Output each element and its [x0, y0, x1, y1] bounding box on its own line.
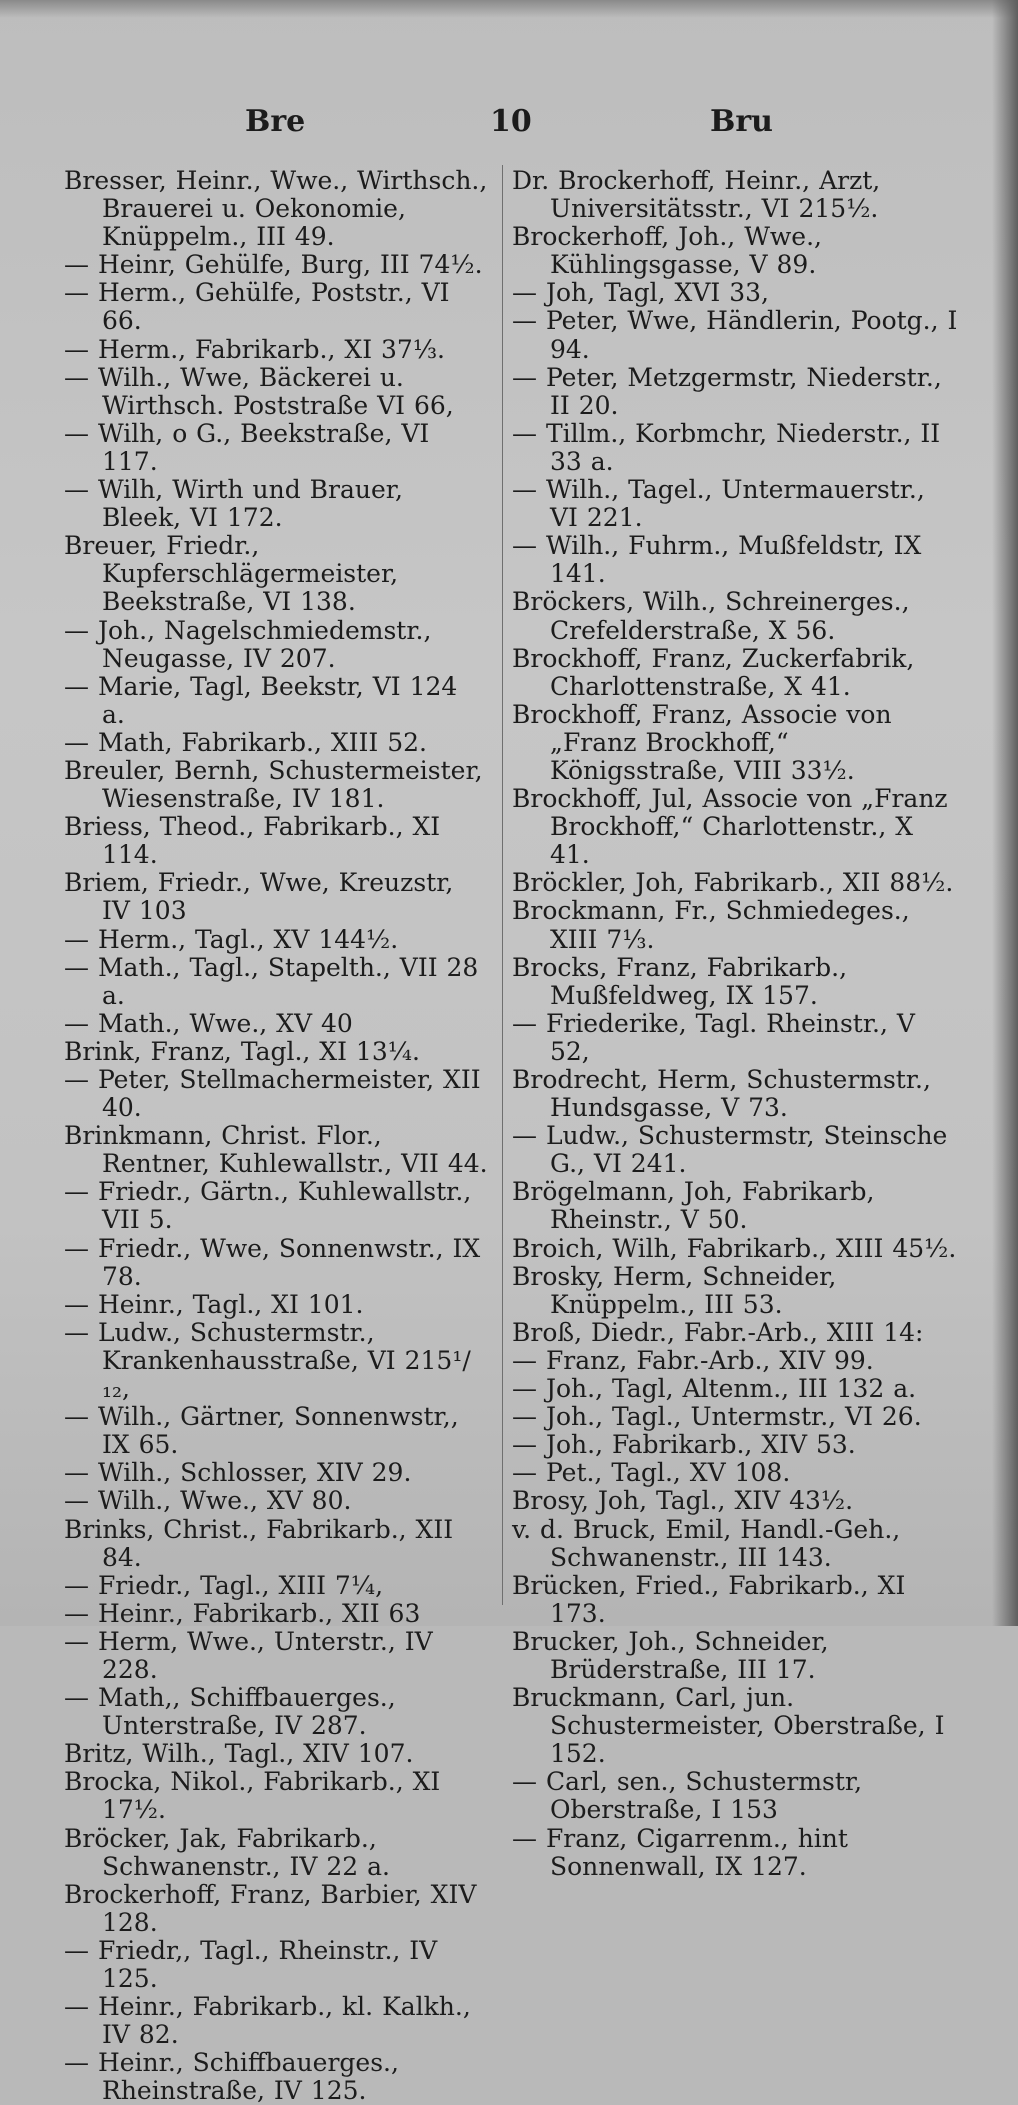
list-item: — Wilh, o G., Beekstraße, VI 117.	[64, 418, 430, 476]
list-item: — Wilh, Wirth und Brauer, Bleek, VI 172.	[64, 475, 403, 533]
list-item: — Wilh., Wwe., XV 80.	[64, 1486, 352, 1516]
list-item: — Tillm., Korbmchr, Niederstr., II 33 a.	[512, 418, 941, 476]
list-item: — Wilh., Wwe, Bäckerei u. Wirthsch. Poststraße VI 66,	[64, 362, 454, 420]
list-item: Brögelmann, Joh, Fabrikarb, Rheinstr., V 50.	[512, 1177, 875, 1235]
list-item: — Joh., Tagl., Untermstr., VI 26.	[512, 1402, 922, 1432]
list-item: Brinkmann, Christ. Flor., Rentner, Kuhlewallstr., VII 44.	[64, 1121, 488, 1179]
list-item: Bruckmann, Carl, jun. Schustermeister, Oberstraße, I 152.	[512, 1683, 945, 1769]
list-item: — Herm., Gehülfe, Poststr., VI 66.	[64, 278, 450, 336]
list-item: — Franz, Fabr.-Arb., XIV 99.	[512, 1345, 874, 1375]
list-item: Breuer, Friedr., Kupferschlägermeister, Beekstraße, VI 138.	[64, 531, 399, 617]
list-item: Briess, Theod., Fabrikarb., XI 114.	[64, 812, 441, 870]
list-item: — Wilh., Fuhrm., Mußfeldstr, IX 141.	[512, 531, 922, 589]
list-item: — Heinr., Schiffbauerges., Rheinstraße, IV 125.	[64, 2048, 399, 2105]
list-item: Bröckers, Wilh., Schreinerges., Crefelderstraße, X 56.	[512, 587, 910, 645]
list-item: Brockmann, Fr., Schmiedeges., XIII 7⅓.	[512, 896, 910, 954]
list-item: — Joh., Nagelschmiedemstr., Neugasse, IV 207.	[64, 615, 432, 673]
list-item: — Franz, Cigarrenm., hint Sonnenwall, IX 127.	[512, 1823, 848, 1881]
list-item: Brucker, Joh., Schneider, Brüderstraße, III 17.	[512, 1626, 829, 1684]
list-item: Brosy, Joh, Tagl., XIV 43½.	[512, 1486, 854, 1516]
list-item: — Marie, Tagl, Beekstr, VI 124 a.	[64, 671, 458, 729]
header-right-guideword: Bru	[710, 104, 773, 139]
list-item: Britz, Wilh., Tagl., XIV 107.	[64, 1739, 414, 1769]
list-item: — Peter, Stellmachermeister, XII 40.	[64, 1065, 481, 1123]
list-item: — Wilh., Schlosser, XIV 29.	[64, 1458, 412, 1488]
list-item: — Friedr., Tagl., XIII 7¼,	[64, 1570, 384, 1600]
column-divider	[502, 165, 503, 1605]
list-item: Breuler, Bernh, Schustermeister, Wiesenstraße, IV 181.	[64, 755, 483, 814]
list-item: — Math., Tagl., Stapelth., VII 28 a.	[64, 952, 479, 1010]
list-item: — Heinr., Fabrikarb., kl. Kalkh., IV 82.	[64, 1992, 471, 2050]
header-left-guideword: Bre	[245, 104, 306, 139]
list-item: — Carl, sen., Schustermstr, Oberstraße, I 153	[512, 1767, 863, 1825]
list-item: — Friedr., Gärtn., Kuhlewallstr., VII 5.	[64, 1177, 472, 1235]
list-item: — Herm., Tagl., XV 144½.	[64, 924, 399, 954]
list-item: Brockhoff, Jul, Associe von „Franz Brockhoff,“ Charlottenstr., X 41.	[512, 784, 948, 870]
list-item: Dr. Brockerhoff, Heinr., Arzt, Universitätsstr., VI 215½.	[512, 166, 881, 224]
list-item: — Joh., Fabrikarb., XIV 53.	[512, 1430, 856, 1460]
list-item: — Math, Fabrikarb., XIII 52.	[64, 727, 427, 757]
list-item: v. d. Bruck, Emil, Handl.-Geh., Schwanenstr., III 143.	[512, 1514, 901, 1572]
left-column	[64, 167, 489, 2105]
page-header	[60, 104, 960, 144]
list-item: — Ludw., Schustermstr, Steinsche G., VI 241.	[512, 1121, 948, 1179]
list-item: Brinks, Christ., Fabrikarb., XII 84.	[64, 1514, 454, 1572]
list-item: — Friederike, Tagl. Rheinstr., V 52,	[512, 1008, 915, 1066]
list-item: Brockhoff, Franz, Zuckerfabrik, Charlottenstraße, X 41.	[512, 643, 915, 701]
list-item: Brocka, Nikol., Fabrikarb., XI 17½.	[64, 1767, 441, 1825]
list-item: Broich, Wilh, Fabrikarb., XIII 45½.	[512, 1233, 957, 1263]
list-item: — Friedr., Wwe, Sonnenwstr., IX 78.	[64, 1233, 481, 1291]
list-item: — Friedr,, Tagl., Rheinstr., IV 125.	[64, 1935, 438, 1993]
list-item: — Math., Wwe., XV 40	[64, 1008, 353, 1038]
list-item: Brink, Franz, Tagl., XI 13¼.	[64, 1036, 420, 1066]
list-item: Bröcker, Jak, Fabrikarb., Schwanenstr., IV 22 a.	[64, 1823, 390, 1881]
list-item: Brockhoff, Franz, Associe von „Franz Brockhoff,“ Königsstraße, VIII 33½.	[512, 699, 892, 785]
list-item: — Wilh., Tagel., Untermauerstr., VI 221.	[512, 475, 925, 533]
list-item: — Heinr., Tagl., XI 101.	[64, 1289, 364, 1319]
list-item: Brocks, Franz, Fabrikarb., Mußfeldweg, IX 157.	[512, 952, 848, 1010]
page-number: 10	[490, 104, 532, 139]
list-item: — Peter, Metzgermstr, Niederstr., II 20.	[512, 362, 942, 420]
list-item: — Joh., Tagl, Altenm., III 132 a.	[512, 1374, 917, 1404]
list-item: — Wilh., Gärtner, Sonnenwstr,, IX 65.	[64, 1402, 459, 1460]
list-item: — Joh, Tagl, XVI 33,	[512, 278, 769, 308]
list-item: — Heinr., Fabrikarb., XII 63	[64, 1598, 421, 1628]
list-item: — Peter, Wwe, Händlerin, Pootg., I 94.	[512, 306, 958, 364]
list-item: — Ludw., Schustermstr., Krankenhausstraße, VI 215¹/₁₂,	[64, 1317, 471, 1404]
list-item: Brodrecht, Herm, Schustermstr., Hundsgasse, V 73.	[512, 1065, 931, 1123]
list-item: Brosky, Herm, Schneider, Knüppelm., III 53.	[512, 1261, 837, 1319]
list-item: Bröckler, Joh, Fabrikarb., XII 88½.	[512, 868, 954, 898]
list-item: — Herm., Fabrikarb., XI 37⅓.	[64, 334, 446, 364]
list-item: Briem, Friedr., Wwe, Kreuzstr, IV 103	[64, 868, 454, 926]
list-item: — Herm, Wwe., Unterstr., IV 228.	[64, 1626, 433, 1684]
right-column	[512, 167, 960, 1881]
list-item: Brücken, Fried., Fabrikarb., XI 173.	[512, 1570, 906, 1628]
list-item: — Pet., Tagl., XV 108.	[512, 1458, 791, 1488]
list-item: — Heinr, Gehülfe, Burg, III 74½.	[64, 250, 483, 280]
list-item: Bresser, Heinr., Wwe., Wirthsch., Brauerei u. Oekonomie, Knüppelm., III 49.	[64, 166, 488, 252]
list-item: Brockerhoff, Joh., Wwe., Kühlingsgasse, V 89.	[512, 222, 822, 280]
list-item: Broß, Diedr., Fabr.-Arb., XIII 14:	[512, 1317, 924, 1347]
list-item: — Math,, Schiffbauerges., Unterstraße, IV 287.	[64, 1683, 396, 1741]
list-item: Brockerhoff, Franz, Barbier, XIV 128.	[64, 1879, 477, 1937]
